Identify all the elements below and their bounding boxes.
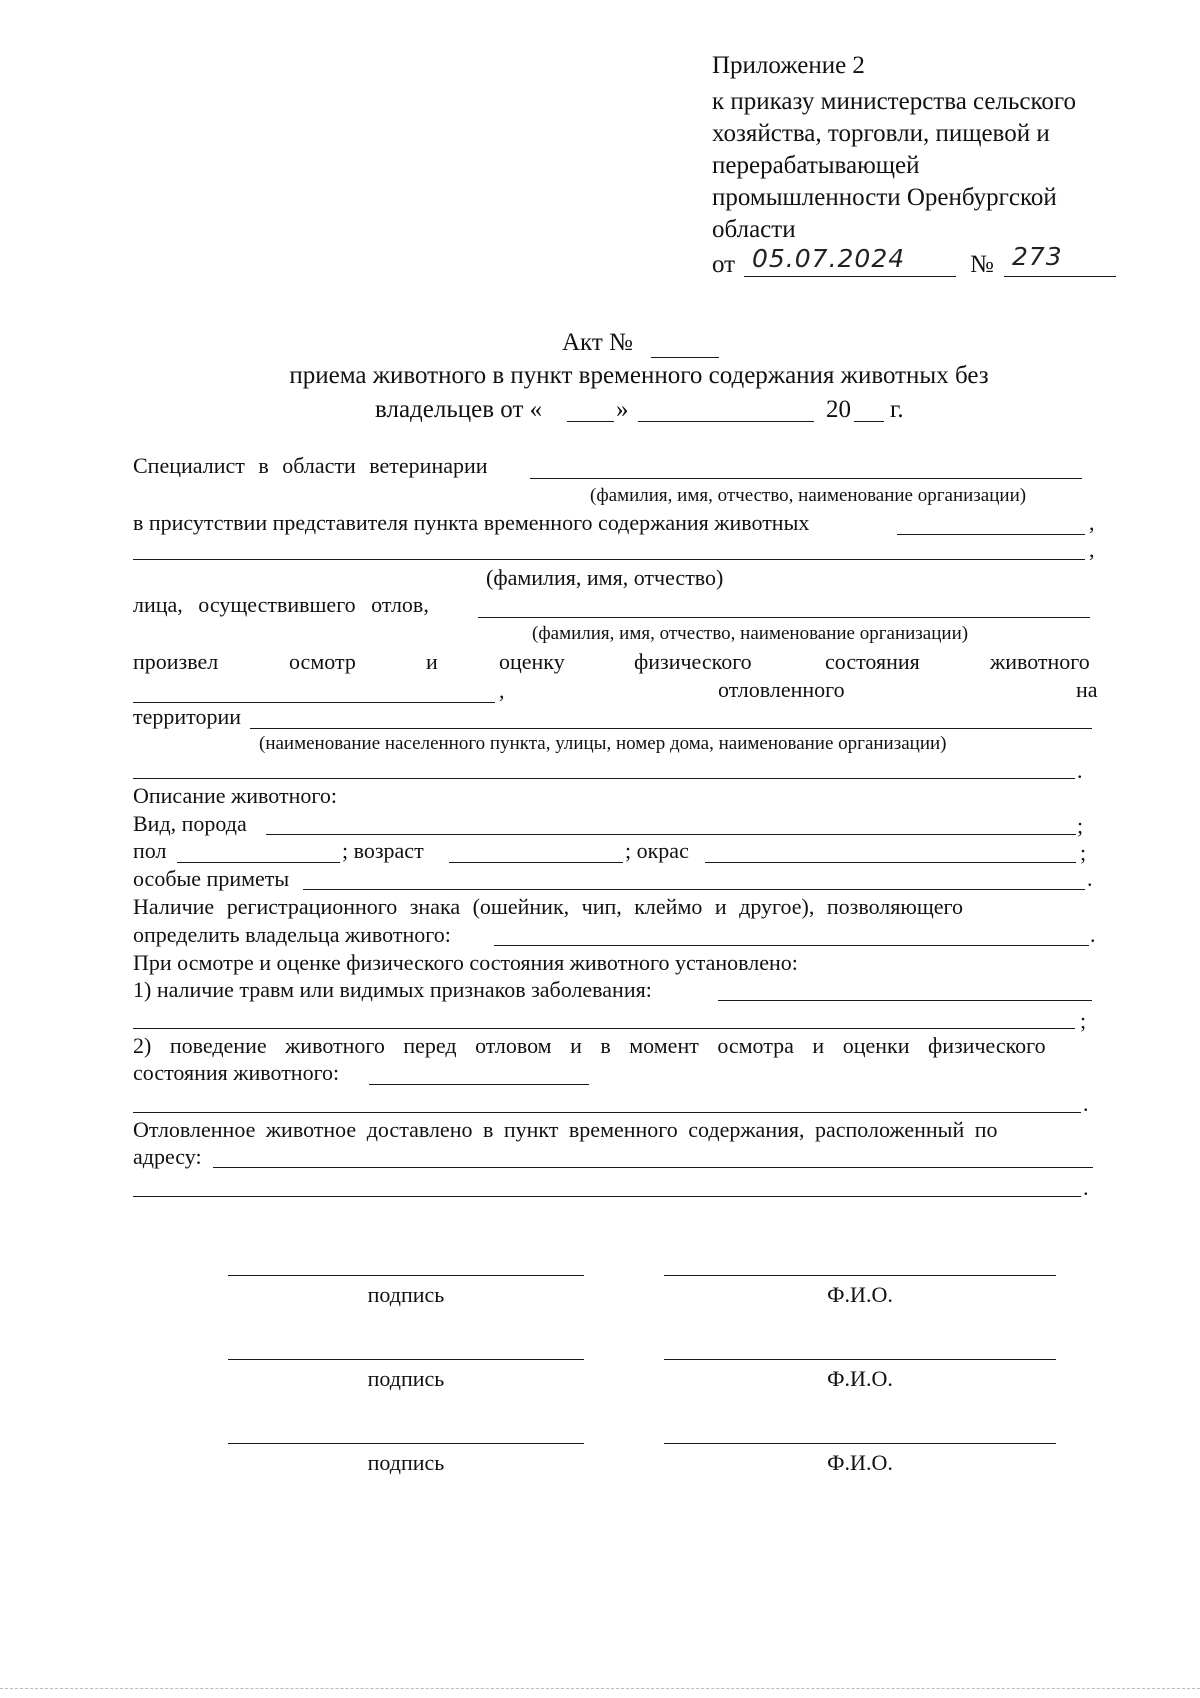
address-field-line	[213, 1167, 1093, 1168]
appendix-line: хозяйства, торговли, пищевой и	[712, 120, 1050, 147]
species-label: Вид, порода	[133, 811, 247, 836]
period: .	[1090, 922, 1096, 947]
territory-field-line	[250, 728, 1092, 729]
signature-line	[228, 1443, 584, 1444]
appendix-from-label: от	[712, 251, 736, 278]
specialist-label: Специалист в области ветеринарии	[133, 453, 488, 478]
address-field-line-2	[133, 1196, 1081, 1197]
act-year-prefix: 20	[826, 396, 851, 423]
behavior-text-2: состояния животного:	[133, 1060, 340, 1085]
act-year-line	[854, 421, 884, 422]
semicolon: ;	[1080, 840, 1087, 865]
semicolon: ;	[1077, 813, 1084, 838]
appendix-line: промышленности Оренбургской	[712, 184, 1057, 211]
appendix-title: Приложение 2	[712, 52, 865, 79]
act-number-label: Акт №	[562, 329, 633, 356]
appendix-date-handwritten: 05.07.2024	[752, 244, 906, 273]
caught-label: отловленного	[718, 677, 845, 702]
appendix-line: перерабатывающей	[712, 152, 920, 179]
injuries-field-line	[718, 1000, 1092, 1001]
presence-label: в присутствии представителя пункта временного содержания животных	[133, 510, 810, 535]
name-label: Ф.И.О.	[827, 1366, 893, 1391]
period: .	[1077, 758, 1083, 783]
signature-label: подпись	[367, 1282, 445, 1307]
inspection-result: При осмотре и оценке физического состояния животного установлено:	[133, 950, 798, 975]
name-line	[664, 1275, 1056, 1276]
appendix-date-line	[744, 276, 956, 277]
signature-line	[228, 1359, 584, 1360]
appendix-line: области	[712, 216, 796, 243]
appendix-number-line	[1004, 276, 1116, 277]
representative-field-line	[133, 559, 1085, 560]
period: .	[1087, 866, 1093, 891]
representative-hint: (фамилия, имя, отчество)	[486, 565, 724, 590]
name-line	[664, 1359, 1056, 1360]
sex-label: пол	[133, 838, 167, 863]
signature-label: подпись	[367, 1450, 445, 1475]
comma: ,	[1089, 537, 1095, 562]
registration-text-2: определить владельца животного:	[133, 922, 451, 947]
description-label: Описание животного:	[133, 783, 337, 808]
color-field-line	[705, 862, 1076, 863]
semicolon: ;	[1080, 1008, 1087, 1033]
injuries-field-line-2	[133, 1028, 1075, 1029]
territory-label: территории	[133, 704, 242, 729]
catcher-field-line	[478, 617, 1090, 618]
specialist-hint: (фамилия, имя, отчество, наименование организации)	[590, 485, 1027, 506]
age-field-line	[449, 862, 623, 863]
inspect-word: осмотр	[289, 649, 356, 674]
inspect-word: животного	[990, 649, 1090, 674]
marks-field-line	[303, 889, 1085, 890]
comma: ,	[499, 678, 505, 703]
territory-hint: (наименование населенного пункта, улицы, номер дома, наименование организации)	[259, 733, 947, 754]
act-title: приема животного в пункт временного содержания животных без	[289, 362, 989, 389]
delivered-text: Отловленное животное доставлено в пункт временного содержания, расположенный по	[133, 1117, 998, 1142]
territory-field-line-2	[133, 778, 1075, 779]
act-date-prefix: владельцев от «	[375, 396, 543, 423]
animal-field-line	[133, 702, 495, 703]
age-label: ; возраст	[342, 838, 424, 863]
on-label: на	[1076, 677, 1098, 702]
inspect-word: произвел	[133, 649, 219, 674]
species-field-line	[266, 834, 1076, 835]
inspect-word: физического	[634, 649, 752, 674]
appendix-number-handwritten: 273	[1012, 242, 1063, 271]
act-date-mid: »	[616, 396, 629, 423]
inspect-word: оценку	[499, 649, 565, 674]
sex-field-line	[177, 862, 340, 863]
comma: ,	[1089, 510, 1095, 535]
color-label: ; окрас	[625, 838, 689, 863]
registration-field-line	[494, 945, 1089, 946]
registration-text: Наличие регистрационного знака (ошейник, чип, клеймо и другое), позволяющего	[133, 894, 964, 919]
act-number-line	[651, 357, 719, 358]
behavior-text: 2) поведение животного перед отловом и в момент осмотра и оценки физического	[133, 1033, 1046, 1058]
act-year-suffix: г.	[890, 396, 904, 423]
name-label: Ф.И.О.	[827, 1282, 893, 1307]
behavior-field-line-2	[133, 1112, 1081, 1113]
catcher-hint: (фамилия, имя, отчество, наименование организации)	[532, 623, 969, 644]
name-line	[664, 1443, 1056, 1444]
appendix-line: к приказу министерства сельского	[712, 88, 1077, 115]
behavior-field-line	[369, 1084, 589, 1085]
marks-label: особые приметы	[133, 866, 290, 891]
scan-edge-divider	[0, 1688, 1200, 1689]
injuries-label: 1) наличие травм или видимых признаков заболевания:	[133, 977, 652, 1002]
catcher-label: лица, осуществившего отлов,	[133, 592, 429, 617]
act-month-line	[638, 421, 814, 422]
inspect-word: состояния	[825, 649, 920, 674]
specialist-field-line	[530, 478, 1082, 479]
delivered-text-2: адресу:	[133, 1144, 202, 1169]
presence-field-line	[897, 534, 1085, 535]
period: .	[1083, 1175, 1089, 1200]
inspect-word: и	[426, 649, 438, 674]
period: .	[1083, 1091, 1089, 1116]
appendix-number-label: №	[970, 251, 994, 278]
signature-label: подпись	[367, 1366, 445, 1391]
signature-line	[228, 1275, 584, 1276]
name-label: Ф.И.О.	[827, 1450, 893, 1475]
act-day-line	[567, 421, 614, 422]
